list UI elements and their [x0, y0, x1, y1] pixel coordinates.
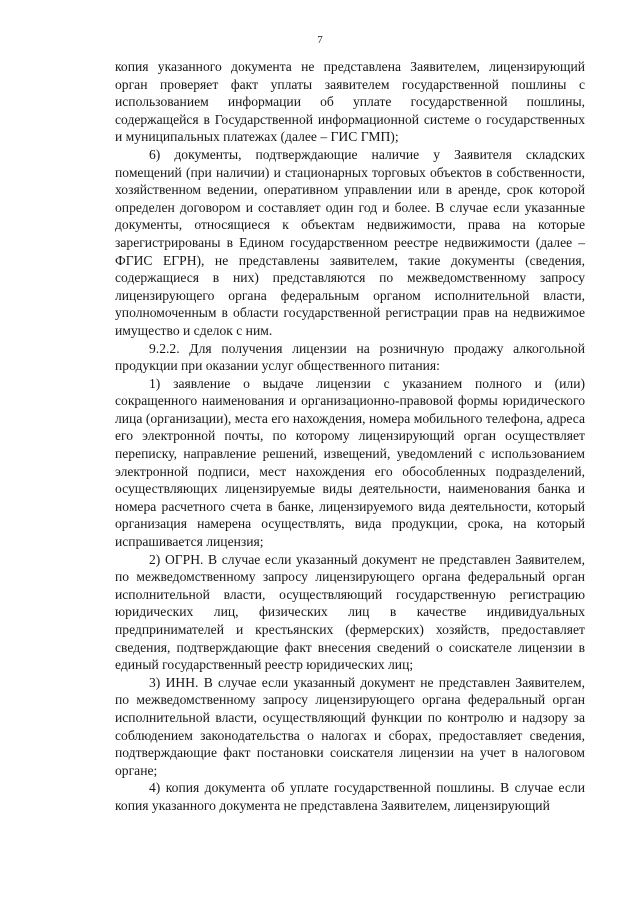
paragraph-item-3: 3) ИНН. В случае если указанный документ не представлен Заявителем, по межведомственному запросу лицензирующего органа федеральный орган исполнительной власти, осуществляющий функции по контролю и надзору за соблюдением законодательства о налогах и сборах, предоставляет сведения, подтверждающие факт постановки соискателя лицензии на учет в налоговом органе; [115, 674, 585, 778]
paragraph-item-2: 2) ОГРН. В случае если указанный документ не представлен Заявителем, по межведомственному запросу лицензирующего органа федеральный орган исполнительной власти, осуществляющий государственную регистрацию юридических лиц, физических лиц в качестве индивидуальных предпринимателей и крестьянских (фермерских) хозяйств, предоставляет сведения, подтверждающие факт внесения сведений о соискателе лицензии в единый государственный реестр юридических лиц; [115, 551, 585, 673]
paragraph-item-6: 6) документы, подтверждающие наличие у Заявителя складских помещений (при наличии) и стационарных торговых объектов в собственности, хозяйственном ведении, оперативном управлении или в аренде, срок которой определен договором и составляет один год и более. В случае если указанные документы, относящиеся к объектам недвижимости, права на которые зарегистрированы в Едином государственном реестре недвижимости (далее – ФГИС ЕГРН), не представлены заявителем, такие документы (сведения, содержащиеся в них) представляются по межведомственному запросу лицензирующего органа федеральным органом исполнительной власти, уполномоченным в области государственной регистрации прав на недвижимое имущество и сделок с ним. [115, 146, 585, 338]
page-number: 7 [317, 34, 323, 46]
paragraph-section-9-2-2: 9.2.2. Для получения лицензии на розничную продажу алкогольной продукции при оказании услуг общественного питания: [115, 340, 585, 374]
document-body [115, 58, 585, 815]
paragraph-item-4: 4) копия документа об уплате государственной пошлины. В случае если копия указанного документа не представлена Заявителем, лицензирующий [115, 780, 585, 813]
paragraph-item-1: 1) заявление о выдаче лицензии с указанием полного и (или) сокращенного наименования и организационно-правовой формы юридического лица (организации), места его нахождения, номера мобильного телефона, адреса его электронной почты, по которому лицензирующий орган осуществляет переписку, направление решений, извещений, уведомлений с использованием электронной подписи, мест нахождения его обособленных подразделений, осуществляющих лицензируемые виды деятельности, наименования банка и номера расчетного счета в банке, лицензируемого вида деятельности, который организация намерена осуществлять, вида продукции, срока, на который испрашивается лицензия; [115, 375, 585, 550]
paragraph-continuation: копия указанного документа не представлена Заявителем, лицензирующий орган проверяет факт уплаты заявителем государственной пошлины с использованием информации об уплате государственной пошлины, содержащейся в Государственной информационной системе о государственных и муниципальных платежах (далее – ГИС ГМП); [115, 59, 585, 145]
